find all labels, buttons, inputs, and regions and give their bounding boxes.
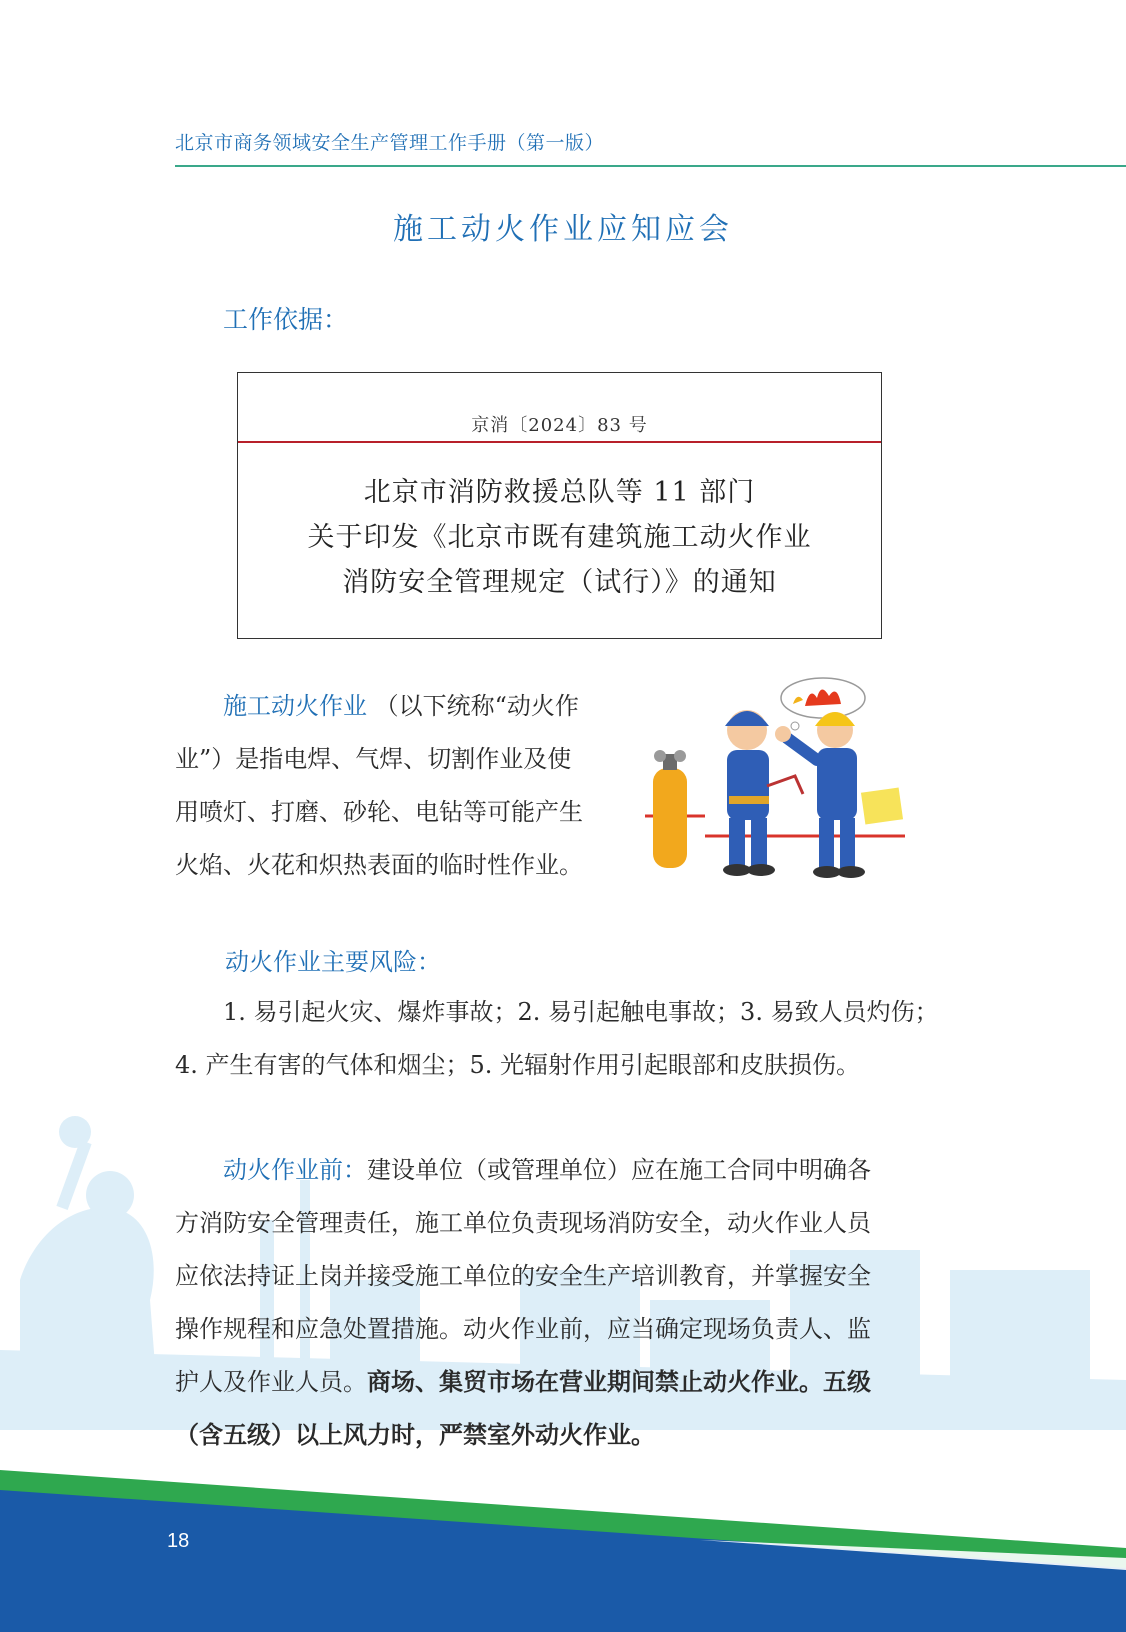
risks-heading: 动火作业主要风险： xyxy=(225,948,441,976)
before-work-line-5-bold: 商场、集贸市场在营业期间禁止动火作业。五级 xyxy=(367,1368,871,1396)
header-divider xyxy=(175,165,1126,167)
definition-line-1-rest: （以下统称“动火作 xyxy=(374,692,579,720)
definition-line: 火焰、火花和炽热表面的临时性作业。 xyxy=(175,851,583,879)
page-title: 施工动火作业应知应会 xyxy=(393,212,733,247)
before-work-line-5 xyxy=(175,1362,871,1397)
definition-line: 业”）是指电焊、气焊、切割作业及使 xyxy=(175,745,572,773)
document-red-rule xyxy=(238,441,881,443)
before-work-line: 方消防安全管理责任，施工单位负责现场消防安全，动火作业人员 xyxy=(175,1209,871,1237)
document-title-line: 北京市消防救援总队等 11 部门 xyxy=(363,477,756,508)
definition-line-1 xyxy=(223,686,579,721)
before-work-line-1-rest: 建设单位（或管理单位）应在施工合同中明确各 xyxy=(367,1156,871,1184)
before-work-label: 动火作业前： xyxy=(223,1156,367,1184)
before-work-line-6-bold: （含五级）以上风力时，严禁室外动火作业。 xyxy=(175,1421,655,1449)
risks-line: 1. 易引起火灾、爆炸事故；2. 易引起触电事故；3. 易致人员灼伤； xyxy=(223,998,939,1026)
document-title-line: 关于印发《北京市既有建筑施工动火作业 xyxy=(307,522,812,553)
document-number: 京消〔2024〕83 号 xyxy=(471,415,648,436)
document-box xyxy=(237,372,882,639)
document-title xyxy=(238,470,881,605)
definition-line: 用喷灯、打磨、砂轮、电钻等可能产生 xyxy=(175,798,583,826)
definition-term: 施工动火作业 xyxy=(223,692,367,720)
before-work-line: 操作规程和应急处置措施。动火作业前，应当确定现场负责人、监 xyxy=(175,1315,871,1343)
welder-safety-illustration xyxy=(645,668,935,890)
work-basis-heading: 工作依据： xyxy=(223,305,349,334)
header-title: 北京市商务领域安全生产管理工作手册（第一版） xyxy=(175,132,605,154)
before-work-line-5-normal: 护人及作业人员。 xyxy=(175,1368,367,1396)
risks-line: 4. 产生有害的气体和烟尘；5. 光辐射作用引起眼部和皮肤损伤。 xyxy=(175,1051,861,1079)
before-work-line-1 xyxy=(223,1150,871,1185)
before-work-line: 应依法持证上岗并接受施工单位的安全生产培训教育，并掌握安全 xyxy=(175,1262,871,1290)
document-title-line: 消防安全管理规定（试行）》的通知 xyxy=(342,567,777,598)
page-number: 18 xyxy=(167,1530,190,1552)
